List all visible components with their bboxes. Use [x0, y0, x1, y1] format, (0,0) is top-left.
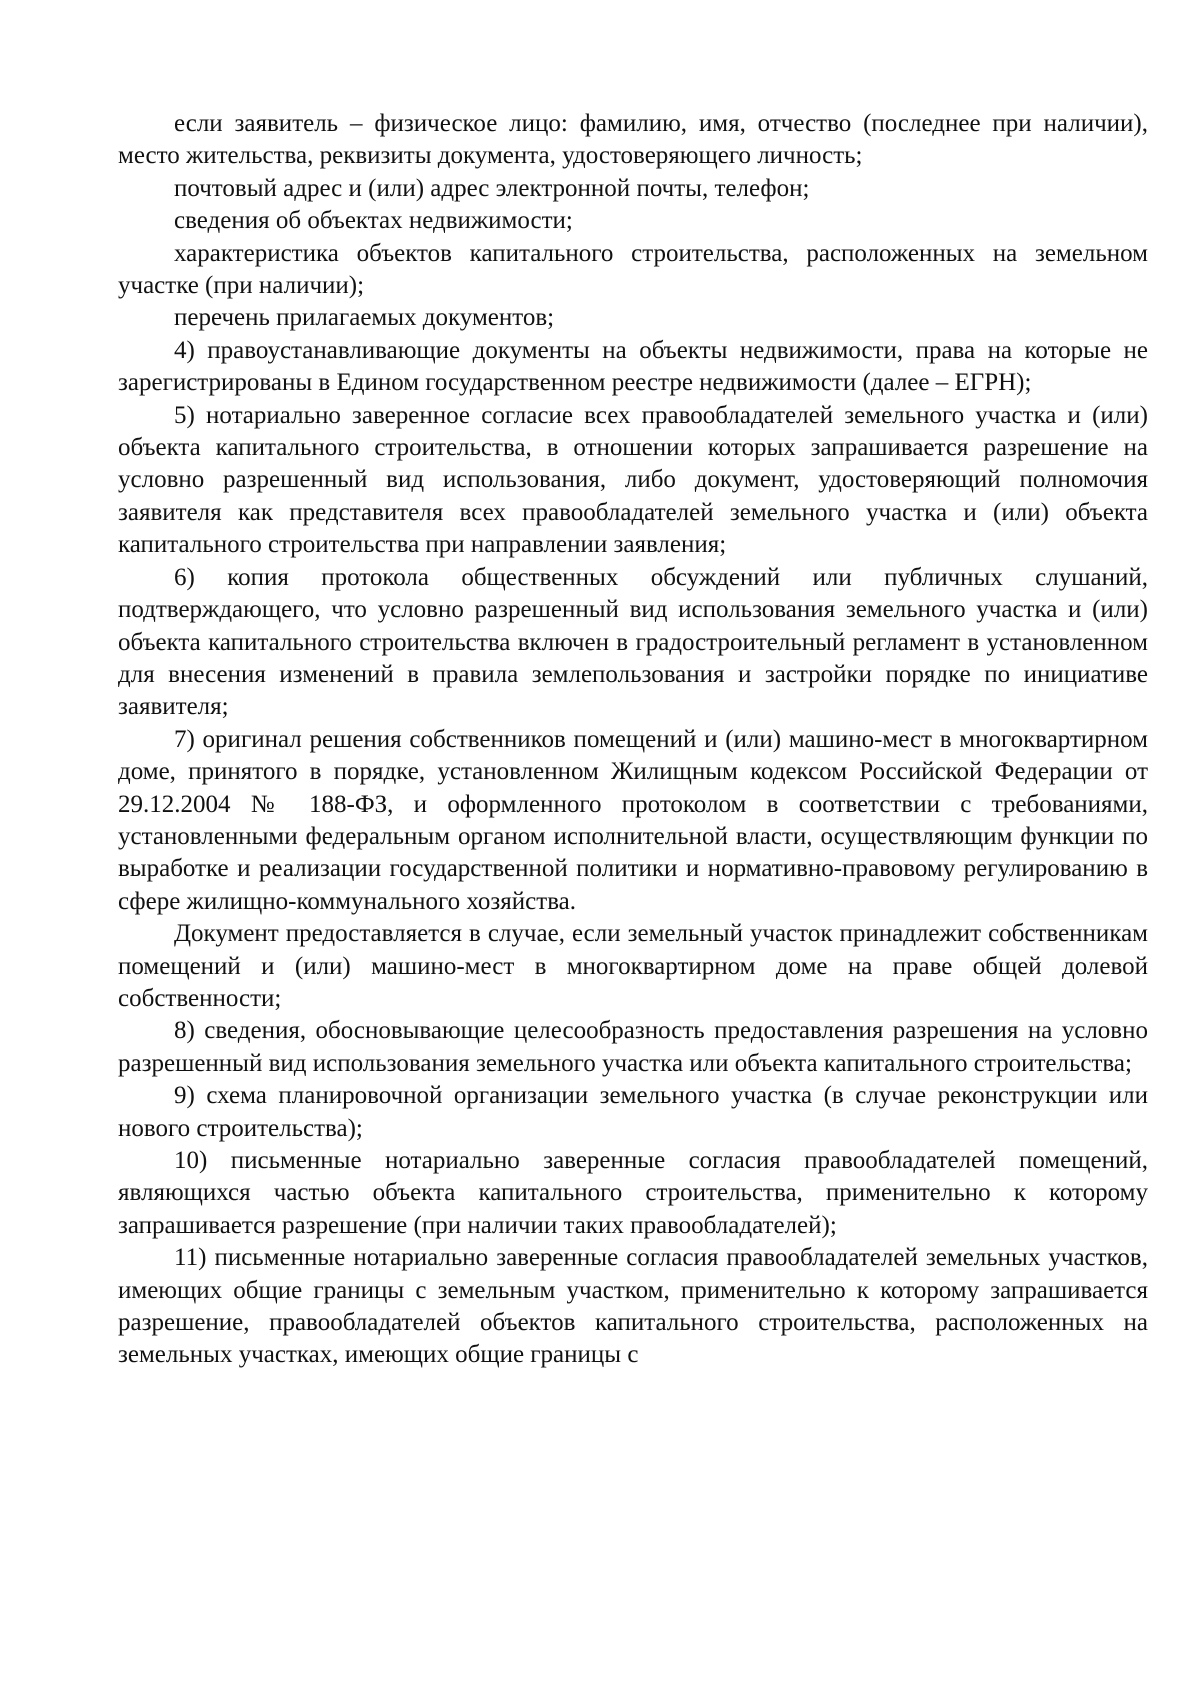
document-page — [118, 108, 1148, 1372]
paragraph-item-7: 7) оригинал решения собственников помещений и (или) машино-мест в многоквартирном доме, принятого в порядке, установленном Жилищным кодексом Российской Федерации от 29.12.2004 № 188-ФЗ, и оформленного протоколом в соответствии с требованиями, установленными федеральным органом исполнительной власти, осуществляющим функции по выработке и реализации государственной политики и нормативно-правовому регулированию в сфере жилищно-коммунального хозяйства. — [118, 725, 1148, 915]
paragraph-item-10: 10) письменные нотариально заверенные согласия правообладателей помещений, являющихся частью объекта капитального строительства, применительно к которому запрашивается разрешение (при наличии таких правообладателей); — [118, 1147, 1148, 1239]
paragraph-postal-address: почтовый адрес и (или) адрес электронной почты, телефон; — [174, 174, 810, 202]
paragraph-item-5: 5) нотариально заверенное согласие всех правообладателей земельного участка и (или) объекта капитального строительства, в отношении которых запрашивается разрешение на условно разрешенный вид использования, либо документ, удостоверяющий полномочия заявителя как представителя всех правообладателей земельного участка и (или) объекта капитального строительства при направлении заявления; — [118, 401, 1148, 559]
paragraph-item-7-note: Документ предоставляется в случае, если земельный участок принадлежит собственникам помещений и (или) машино-мест в многоквартирном доме на праве общей долевой собственности; — [118, 920, 1148, 1012]
paragraph-attached-documents-list: перечень прилагаемых документов; — [174, 304, 555, 332]
paragraph-item-6: 6) копия протокола общественных обсуждений или публичных слушаний, подтверждающего, что условно разрешенный вид использования земельного участка и (или) объекта капитального строительства включен в градостроительный регламент в установленном для внесения изменений в правила землепользования и застройки порядке по инициативе заявителя; — [118, 563, 1148, 721]
paragraph-item-4: 4) правоустанавливающие документы на объекты недвижимости, права на которые не зарегистрированы в Едином государственном реестре недвижимости (далее – ЕГРН); — [118, 336, 1148, 397]
paragraph-item-9: 9) схема планировочной организации земельного участка (в случае реконструкции или нового строительства); — [118, 1082, 1148, 1142]
paragraph-construction-characteristics: характеристика объектов капитального строительства, расположенных на земельном участке (при наличии); — [118, 239, 1148, 300]
paragraph-item-11: 11) письменные нотариально заверенные согласия правообладателей земельных участков, имеющих общие границы с земельным участком, применительно к которому запрашивается разрешение, правообладателей объектов капитального строительства, расположенных на земельных участках, имеющих общие границы с — [118, 1244, 1148, 1369]
paragraph-applicant-individual: если заявитель – физическое лицо: фамилию, имя, отчество (последнее при наличии), место жительства, реквизиты документа, удостоверяющего личность; — [118, 110, 1148, 170]
paragraph-item-8: 8) сведения, обосновывающие целесообразность предоставления разрешения на условно разрешенный вид использования земельного участка или объекта капитального строительства; — [118, 1017, 1148, 1077]
paragraph-real-estate-info: сведения об объектах недвижимости; — [174, 207, 573, 235]
